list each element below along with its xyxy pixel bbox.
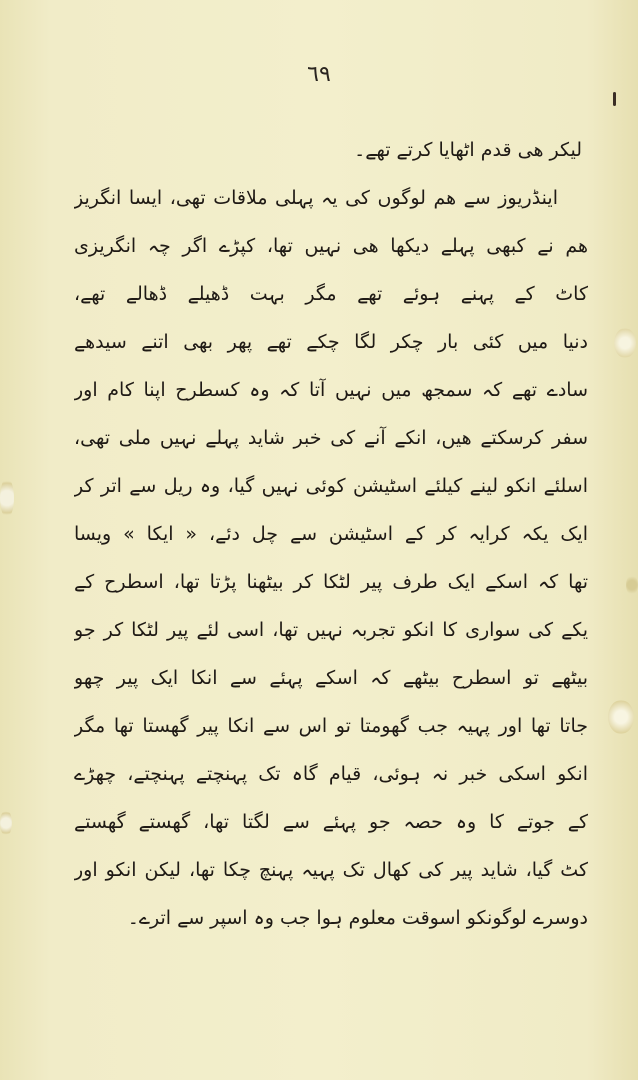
text-line: جاتا تھا اور پہیہ جب گھومتا تو اس سے انکا پیر گھستا تھا مگر [74,715,588,737]
paper-stain [626,575,638,595]
text-line: یکے کی سواری کا انکو تجربہ نہیں تھا، اسی لئے پیر لٹکا کر جو [74,619,588,641]
page-number: ٦٩ [307,62,331,87]
text-line: ھم نے کبھی پہلے دیکھا ھی نہیں تھا، کپڑے اگر چہ انگریزی [74,235,588,257]
text-line: اینڈریوز سے ھم لوگوں کی یہ پہلی ملاقات تھی، ایسا انگریز [74,187,558,209]
text-line: کے جوتے کا وہ حصہ جو پہئے سے لگتا تھا، گھستے گھستے [74,811,588,833]
paper-stain [0,478,14,518]
text-line: انکو اسکی خبر نہ ہوئی، قیام گاہ تک پہنچتے پہنچتے، چھڑے [74,763,588,785]
text-line: ایک یکہ کرایہ کر کے اسٹیشن سے چل دئے، « ایکا » ویسا [74,523,588,545]
text-line: بیٹھے تو اسطرح بیٹھے کہ اسکے پہئے سے انکا ایک پیر چھو [74,667,588,689]
text-line: کاٹ کے پہنے ہوئے تھے مگر بہت ڈھیلے ڈھالے تھے، [74,283,588,305]
text-line: اسلئے انکو لینے کیلئے اسٹیشن کوئی نہیں گیا، وہ ریل سے اتر کر [74,475,588,497]
ink-mark [613,92,616,106]
text-line: دنیا میں کئی بار چکر لگا چکے تھے پھر بھی اتنے سیدھے [74,331,588,353]
text-line: سفر کرسکتے ھیں، انکے آنے کی خبر شاید پہلے نہیں ملی تھی، [74,427,588,449]
text-line: تھا کہ اسکے ایک طرف پیر لٹکا کر بیٹھنا پڑتا تھا، اسطرح کے [74,571,588,593]
text-line: لیکر ھی قدم اٹھایا کرتے تھے۔ [354,139,582,161]
text-line: دوسرے لوگونکو اسوقت معلوم ہوا جب وہ اسپر سے اترے۔ [127,907,588,929]
text-line: کٹ گیا، شاید پیر کی کھال تک پہیہ پہنچ چکا تھا، لیکن انکو اور [74,859,588,881]
text-line: سادے تھے کہ سمجھ میں نہیں آتا کہ وہ کسطرح اپنا کام اور [74,379,588,401]
paper-stain [0,810,12,836]
body-text [74,126,588,942]
paper-stain [614,328,636,358]
paper-stain [608,700,634,734]
